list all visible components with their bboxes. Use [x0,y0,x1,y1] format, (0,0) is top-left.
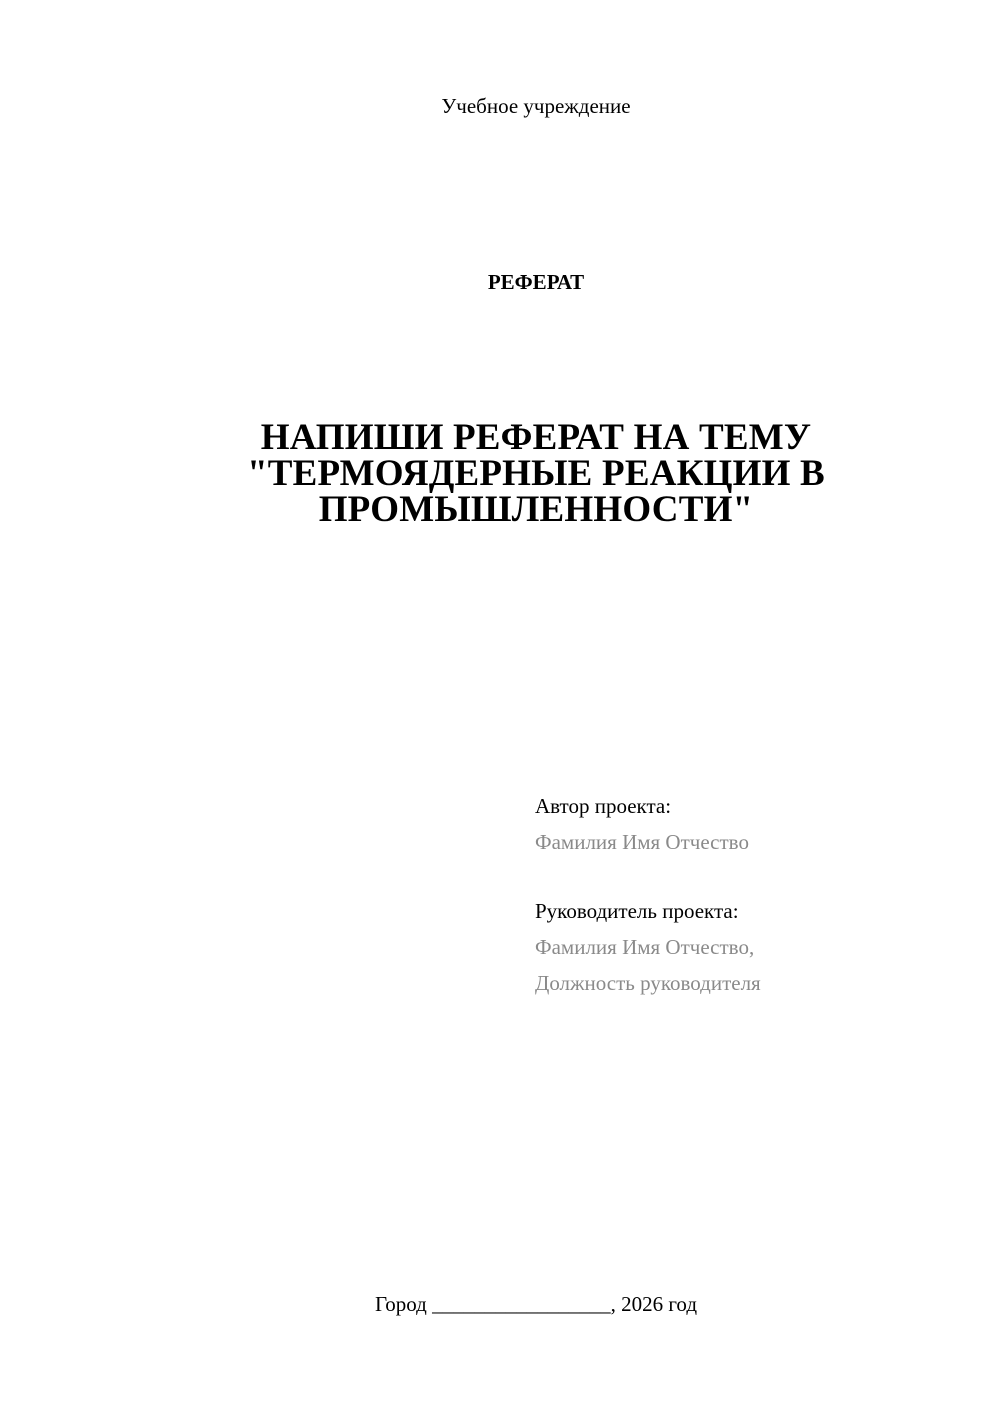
supervisor-block [535,893,955,1001]
topic-title [200,417,872,530]
institution-name: Учебное учреждение [441,94,631,118]
topic-title-line-1: НАПИШИ РЕФЕРАТ НА ТЕМУ [260,417,812,458]
author-name-placeholder: Фамилия Имя Отчество [535,830,749,854]
topic-title-line-2: "ТЕРМОЯДЕРНЫЕ РЕАКЦИИ В [247,453,825,494]
author-label: Автор проекта: [535,794,672,818]
document-type-label: РЕФЕРАТ [487,270,585,294]
topic-title-line-3: ПРОМЫШЛЕННОСТИ" [318,489,754,530]
supervisor-position-placeholder: Должность руководителя [535,971,761,995]
supervisor-name-placeholder: Фамилия Имя Отчество, [535,935,755,959]
city-year-line: Город _________________, 2026 год [374,1292,698,1316]
author-block [535,788,955,860]
supervisor-label: Руководитель проекта: [535,899,739,923]
